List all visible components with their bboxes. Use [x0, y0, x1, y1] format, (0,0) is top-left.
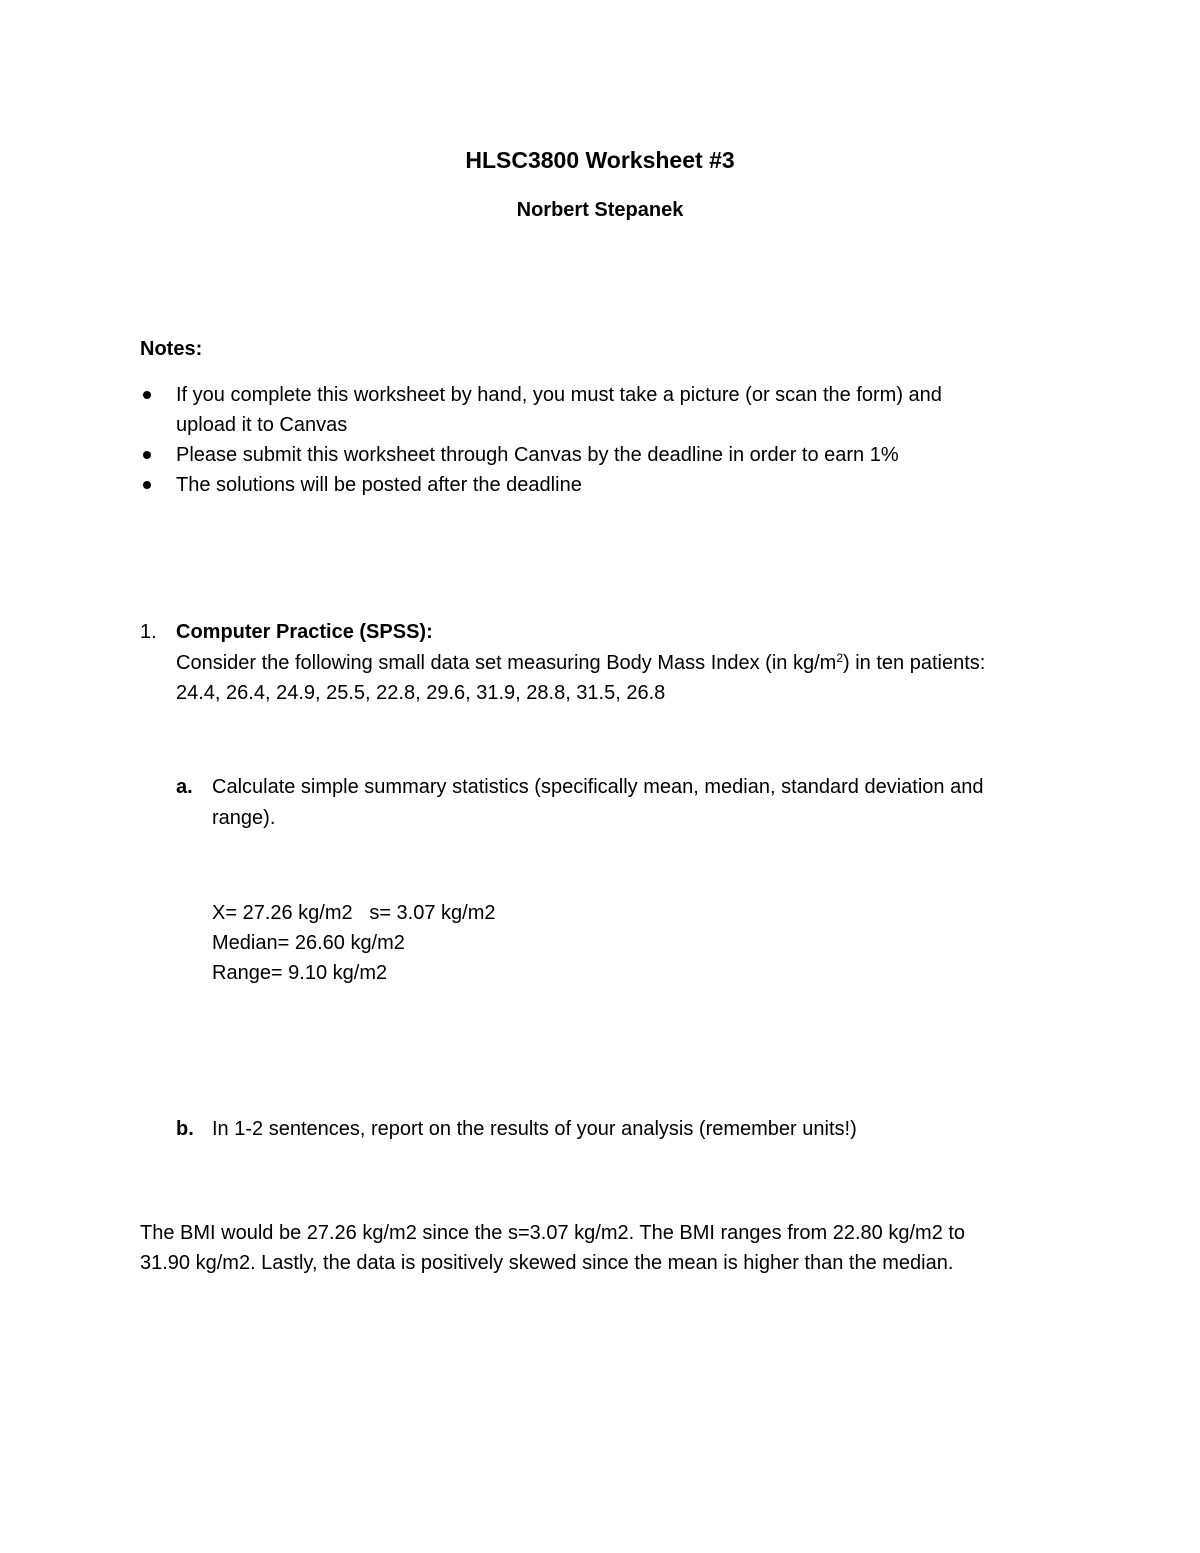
question-prompt	[176, 648, 985, 678]
part-prompt: Calculate simple summary statistics (specifically mean, median, standard deviation and	[212, 776, 984, 798]
author-name: Norbert Stepanek	[516, 199, 684, 221]
part-letter: b.	[176, 1118, 194, 1140]
bullet-icon	[143, 391, 151, 399]
answer-mean-sd: X= 27.26 kg/m2 s= 3.07 kg/m2	[212, 902, 496, 924]
part-prompt-continued: range).	[212, 807, 276, 829]
part-letter: a.	[176, 776, 193, 798]
answer-paragraph-line-1: The BMI would be 27.26 kg/m2 since the s=3.07 kg/m2. The BMI ranges from 22.80 kg/m2 to	[140, 1222, 966, 1244]
data-values: 24.4, 26.4, 24.9, 25.5, 22.8, 29.6, 31.9, 28.8, 31.5, 26.8	[176, 682, 666, 704]
superscript-exponent: 2	[836, 651, 843, 665]
answer-range: Range= 9.10 kg/m2	[212, 962, 388, 984]
prompt-text-end: ) in ten patients:	[843, 652, 986, 674]
prompt-text: Consider the following small data set measuring Body Mass Index (in kg/m	[176, 652, 837, 674]
note-text-continued: upload it to Canvas	[176, 414, 348, 436]
question-heading: Computer Practice (SPSS):	[176, 621, 433, 643]
notes-heading: Notes:	[140, 338, 203, 360]
document-title: HLSC3800 Worksheet #3	[465, 147, 735, 173]
answer-paragraph-line-2: 31.90 kg/m2. Lastly, the data is positively skewed since the mean is higher than the median.	[140, 1252, 954, 1274]
note-text: The solutions will be posted after the deadline	[176, 474, 582, 496]
bullet-icon	[143, 451, 151, 459]
bullet-icon	[143, 481, 151, 489]
question-number: 1.	[140, 621, 157, 643]
note-text: Please submit this worksheet through Canvas by the deadline in order to earn 1%	[176, 444, 899, 466]
part-prompt: In 1-2 sentences, report on the results of your analysis (remember units!)	[212, 1118, 857, 1140]
note-text: If you complete this worksheet by hand, you must take a picture (or scan the form) and	[176, 384, 942, 406]
answer-median: Median= 26.60 kg/m2	[212, 932, 405, 954]
